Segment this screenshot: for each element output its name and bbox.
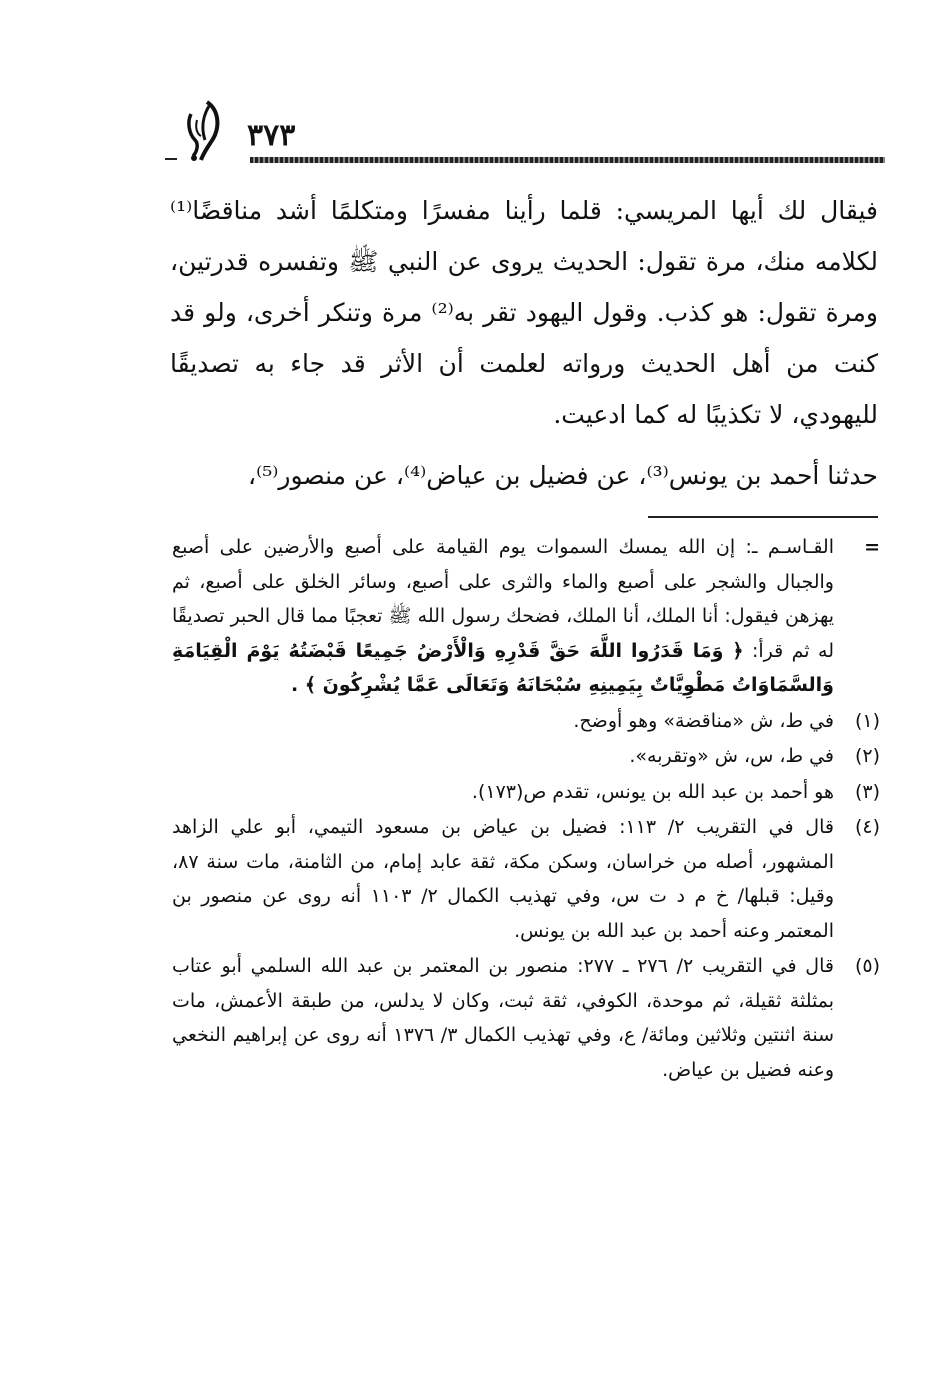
footnote-text: في ط، س، ش «وتقربه». xyxy=(629,745,834,767)
footnote-text: القـاسـم ـ: إن الله يمسك السموات يوم القيامة على أصبع والأرضين على أصبع والجبال والشجر على أصبع والماء والثرى على أصبع، وسائر الخلق على أصبع، ثم يهزهن فيقول: أنا الملك، أنا الملك، فضحك رسول الله ﷺ تعجبًا مما قال الحبر تصديقًا له ثم قرأ: xyxy=(172,536,834,662)
footnote-item xyxy=(172,704,880,739)
page-header xyxy=(165,100,885,170)
footnote-item xyxy=(172,949,880,1087)
quill-ornament-icon xyxy=(185,100,225,162)
footnote-number: (١) xyxy=(854,709,880,732)
continuation-marker: = xyxy=(864,536,880,558)
footnote-number: (٥) xyxy=(854,955,880,977)
footnote-item xyxy=(172,739,880,774)
footnote-text: قال في التقريب ٢/ ١١٣: فضيل بن عياض بن مسعود التيمي، أبو علي الزاهد المشهور، أصله من خراسان، وسكن مكة، ثقة عابد إمام، من الثامنة، مات سنة ٨٧، وقيل: قبلها/ خ م د ت س، وفي تهذيب الكمال ٢/ ١١٠٣ أنه روى عن منصور بن المعتمر وعنه أحمد بن عبد الله بن يونس. xyxy=(172,816,834,942)
footnote-continuation xyxy=(172,530,880,703)
paragraph: فيقال لك أيها المريسي: قلما رأينا مفسرًا ومتكلمًا أشد مناقضًا⁽¹⁾ لكلامه منك، مرة تقول: الحديث يروى عن النبي ﷺ وتفسره قدرتين، ومرة تقول: هو كذب. وقول اليهود تقر به⁽²⁾ مرة وتنكر أخرى، ولو قد كنت من أهل الحديث ورواته لعلمت أن الأثر قد جاء به تصديقًا لليهودي، لا تكذيبًا له كما ادعيت. xyxy=(170,196,878,429)
paragraph: حدثنا أحمد بن يونس⁽³⁾، عن فضيل بن عياض⁽⁴⁾، عن منصور⁽⁵⁾، xyxy=(248,461,878,490)
page-number: ٣٧٣ xyxy=(247,118,296,153)
main-text xyxy=(170,185,878,501)
footnote-number: (٢) xyxy=(854,745,880,767)
footnote-item xyxy=(172,775,880,810)
quran-verse: ﴿ وَمَا قَدَرُوا اللَّهَ حَقَّ قَدْرِهِ وَالْأَرْضُ جَمِيعًا قَبْضَتُهُ يَوْمَ الْقِيَامَةِ وَالسَّمَاوَاتُ مَطْوِيَّاتٌ بِيَمِينِهِ سُبْحَانَهُ وَتَعَالَى عَمَّا يُشْرِكُونَ ﴾ . xyxy=(172,639,834,696)
footnote-divider xyxy=(648,516,878,518)
footnote-number: (٣) xyxy=(854,780,880,803)
footnote-text: في ط، ش «مناقضة» وهو أوضح. xyxy=(573,709,834,732)
footnote-item xyxy=(172,810,880,948)
header-rule-short xyxy=(165,158,177,160)
footnote-text: قال في التقريب ٢/ ٢٧٦ ـ ٢٧٧: منصور بن المعتمر بن عبد الله السلمي أبو عتاب بمثلثة ثقيلة، ثم موحدة، الكوفي، ثقة ثبت، وكان لا يدلس، من طبقة الأعمش، مات سنة اثنتين وثلاثين ومائة/ ع، وفي تهذيب الكمال ٣/ ١٣٧٦ أنه روى عن إبراهيم النخعي وعنه فضيل بن عياض. xyxy=(172,955,834,1081)
footnote-text: هو أحمد بن عبد الله بن يونس، تقدم ص(١٧٣). xyxy=(471,780,834,803)
header-rule xyxy=(250,157,885,163)
footnote-number: (٤) xyxy=(854,816,880,838)
footnotes xyxy=(172,530,880,1088)
